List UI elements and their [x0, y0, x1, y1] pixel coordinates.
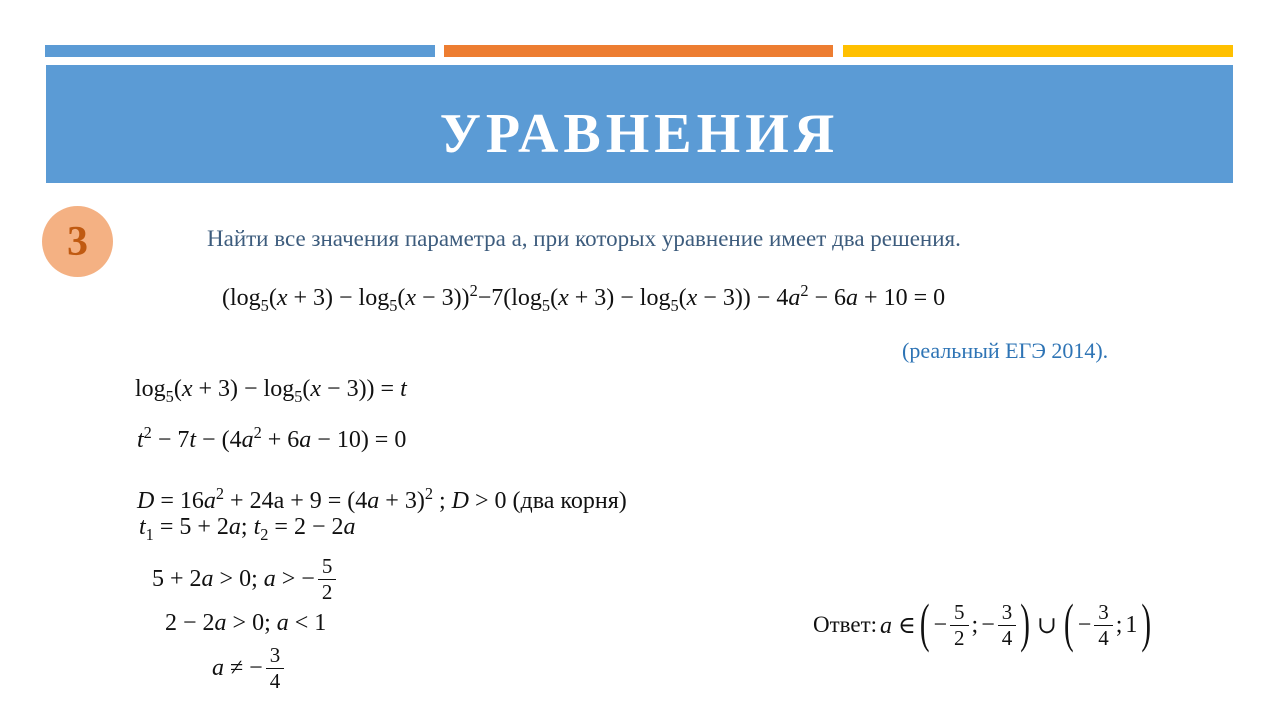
- inequality-first-root: [152, 551, 336, 607]
- fraction-denominator: 4: [269, 668, 281, 693]
- problem-number-badge: [42, 206, 113, 277]
- minus-sign: −: [1077, 611, 1092, 638]
- fraction-denominator: 2: [321, 579, 333, 604]
- interval-right-endpoint: 1: [1125, 611, 1138, 638]
- answer-line: [813, 591, 1152, 659]
- excluded-value: [212, 640, 284, 696]
- solution-step-discriminant: $D = 16a^2 + 24а + 9 = (4a + 3)^2$ ; D > 0 (два корня): [137, 484, 627, 514]
- answer-label: Ответ:: [813, 612, 878, 637]
- solution-step-roots: $t_1 = 5 + 2a$; $t_2 = 2 - 2a$: [139, 514, 356, 544]
- fraction-denominator: 4: [1001, 625, 1013, 650]
- solution-step-quadratic: $t^2 - 7t - (4a^2 + 6a - 10) = 0$: [137, 423, 407, 453]
- accent-bar-orange: [444, 45, 833, 57]
- main-equation: $(\log_5(x + 3) - \log_5(x - 3))^2-7(\log_5(x + 3) - \log_5(x - 3)) - 4a^2 - 6a + 10 = 0$: [222, 281, 946, 315]
- union-symbol: ∪: [1036, 612, 1058, 639]
- title-band: [46, 65, 1233, 183]
- interval-separator: ;: [1115, 611, 1123, 638]
- inequality-first-root-text: 5 + 2a > 0; a > −: [152, 565, 315, 592]
- interval-separator: ;: [971, 611, 979, 638]
- excluded-value-text: a ≠ −: [212, 654, 263, 681]
- big-paren-close: ): [1141, 594, 1152, 654]
- slide-title: УРАВНЕНИЯ: [439, 103, 840, 165]
- big-paren-close: ): [1020, 594, 1030, 654]
- accent-bar-yellow: [843, 45, 1233, 57]
- fraction: [266, 643, 285, 692]
- fraction-denominator: 2: [954, 625, 965, 650]
- fraction-numerator: 3: [1094, 600, 1113, 625]
- big-paren-open: (: [1064, 594, 1074, 654]
- minus-sign: −: [981, 611, 995, 638]
- fraction-denominator: 4: [1098, 625, 1109, 650]
- fraction: [1094, 600, 1113, 649]
- big-paren-open: (: [919, 594, 930, 654]
- fraction: [318, 554, 337, 603]
- accent-bar-blue: [45, 45, 435, 57]
- answer-set-lead: a ∈: [880, 612, 916, 639]
- inequality-second-root: 2 − 2a > 0; a < 1: [165, 610, 327, 636]
- fraction-numerator: 5: [950, 600, 969, 625]
- source-note: (реальный ЕГЭ 2014).: [902, 338, 1109, 363]
- minus-sign: −: [933, 611, 948, 638]
- problem-statement: Найти все значения параметра а, при которых уравнение имеет два решения.: [207, 226, 961, 251]
- problem-number: 3: [67, 218, 88, 265]
- fraction-numerator: 3: [998, 600, 1017, 625]
- fraction: [998, 600, 1017, 649]
- solution-step-substitution: $\log_5(x + 3) - \log_5(x - 3)) = t$: [135, 376, 407, 406]
- fraction-numerator: 5: [318, 554, 337, 579]
- fraction-numerator: 3: [266, 643, 285, 668]
- fraction: [950, 600, 969, 649]
